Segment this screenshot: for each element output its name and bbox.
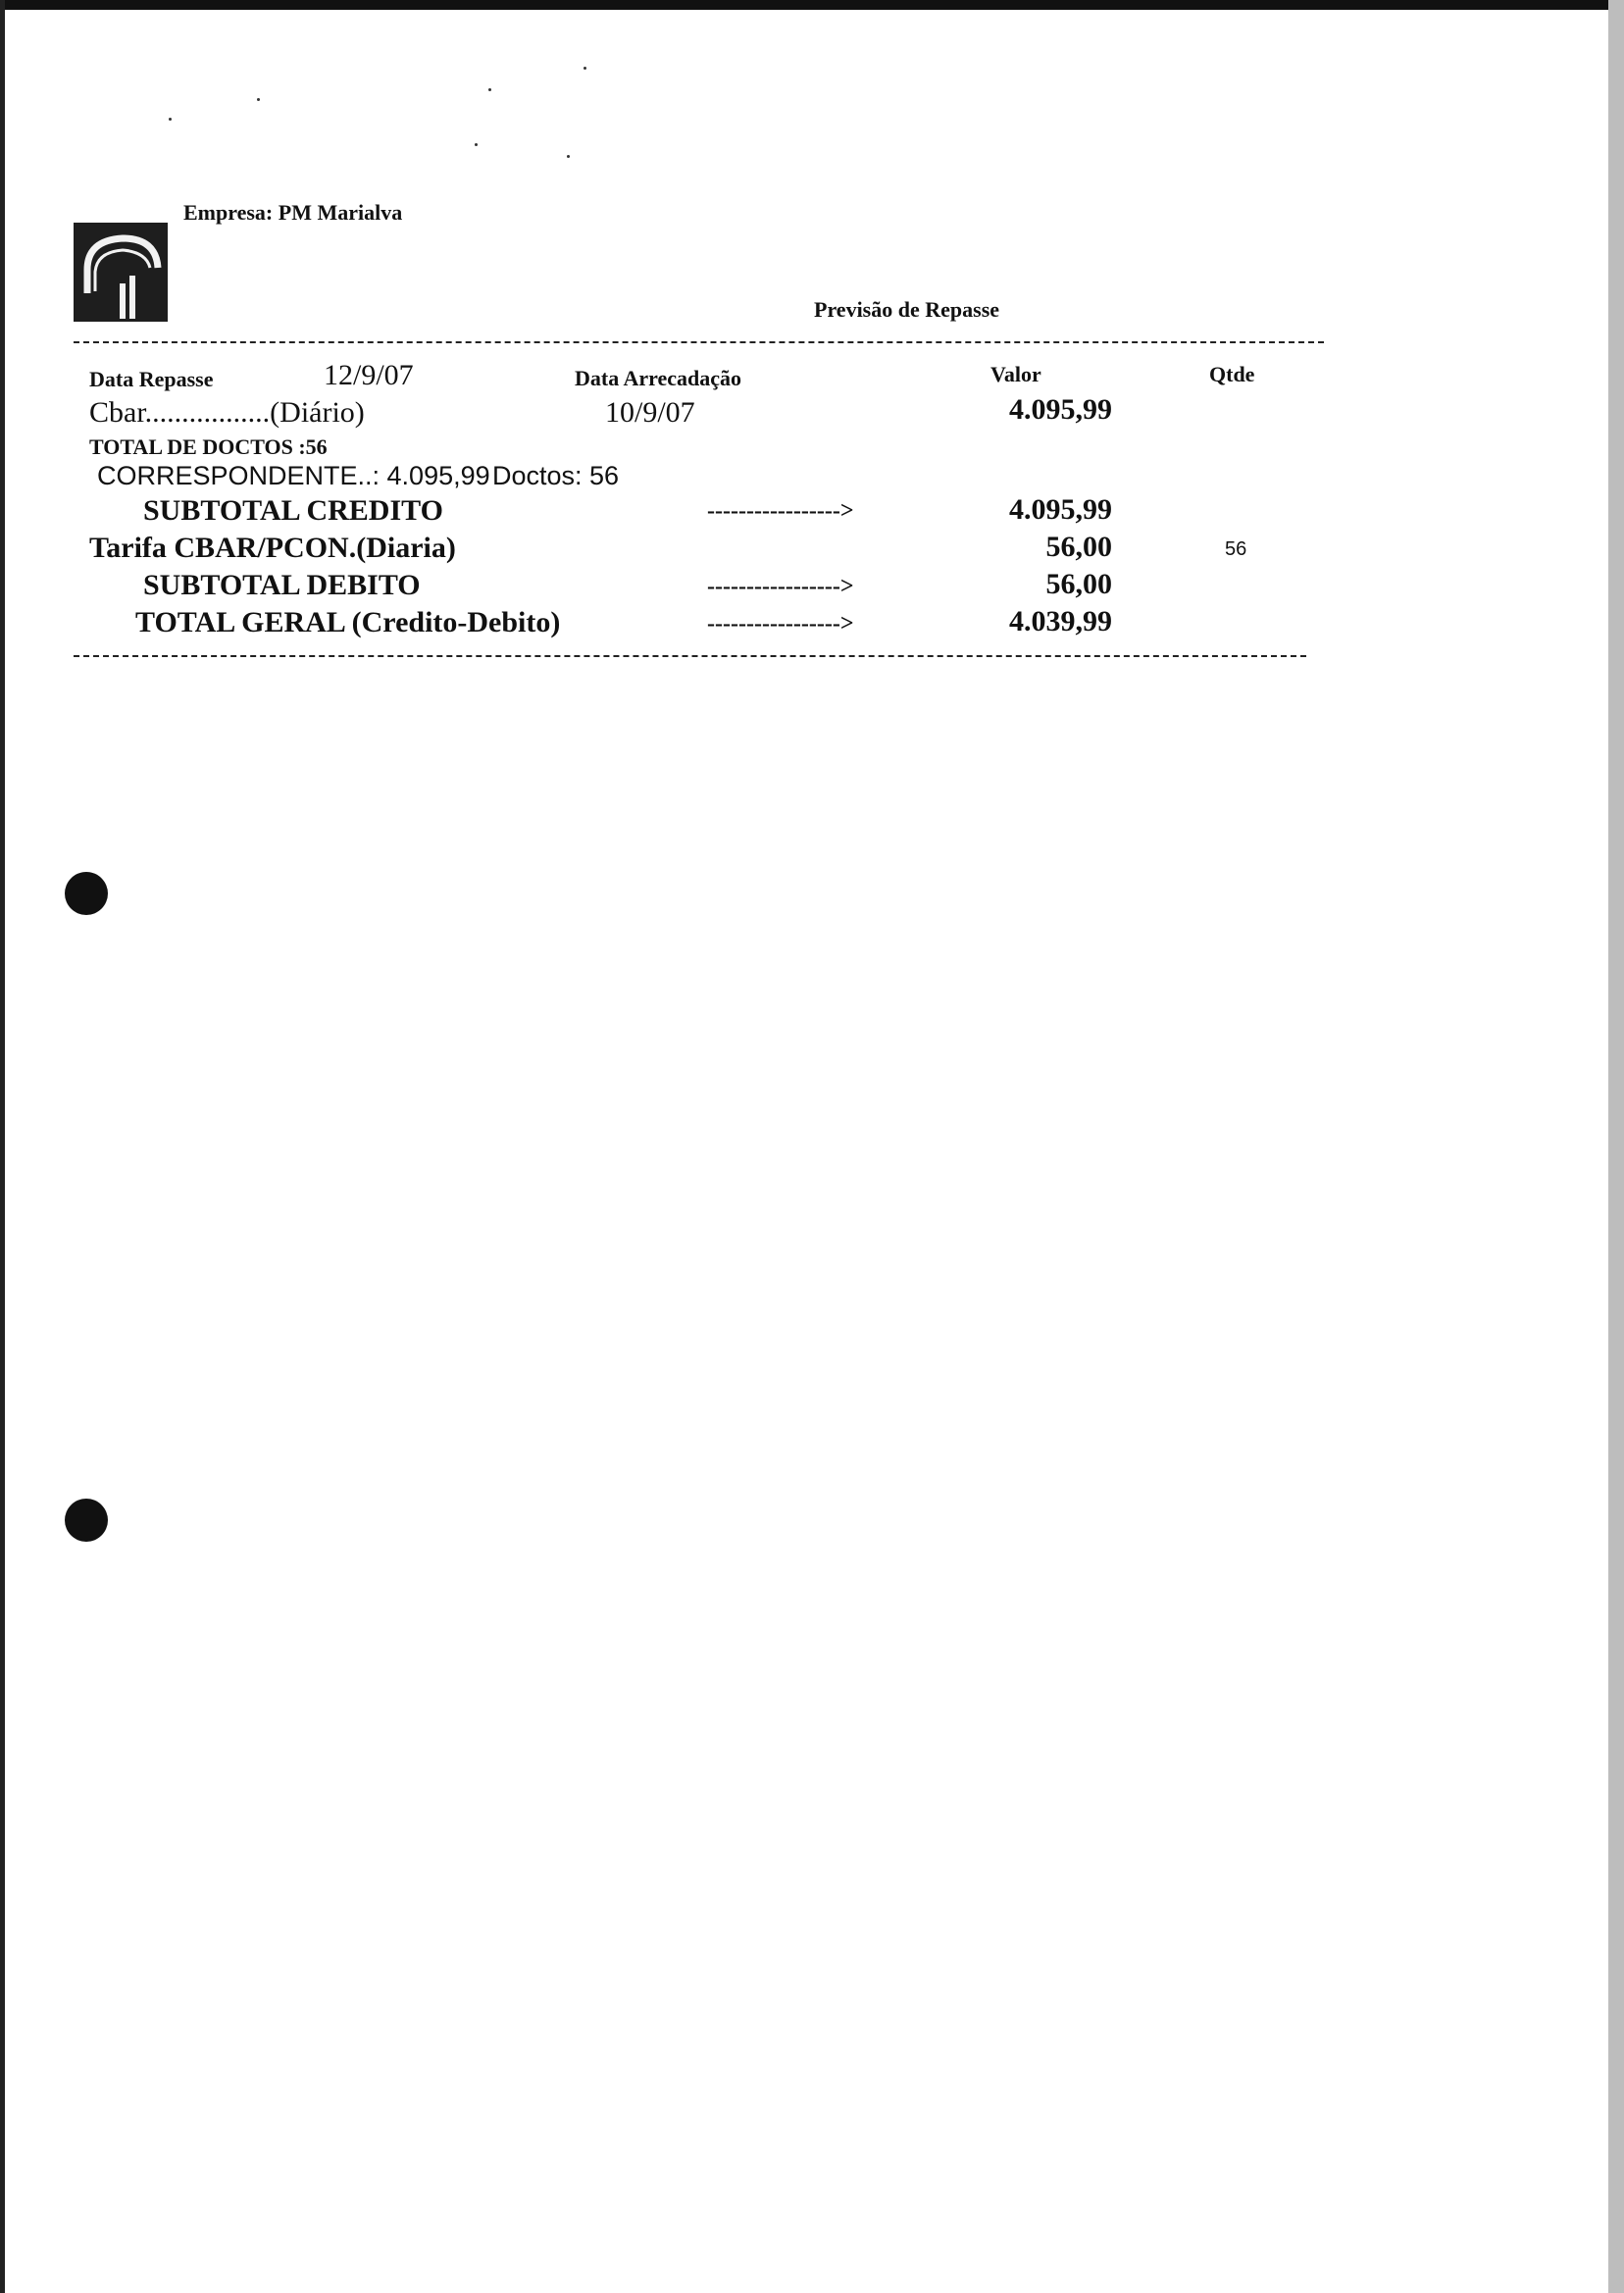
total-doctos: TOTAL DE DOCTOS :56 [89,434,328,459]
punch-hole-bottom [65,1499,108,1542]
scan-speck [169,118,172,121]
subtotal-debito-arrow: -----------------> [707,574,854,599]
scan-speck [257,98,260,101]
scan-border-top [0,0,1624,10]
subtotal-credito-value: 4.095,99 [1009,493,1112,526]
tarifa-label: Tarifa CBAR/PCON.(Diaria) [89,532,456,564]
cbar-row-label: Cbar.................(Diário) [89,396,365,429]
cbar-row-value: 4.095,99 [1009,393,1112,426]
total-geral-value: 4.039,99 [1009,605,1112,637]
subtotal-credito-arrow: -----------------> [707,498,854,524]
correspondente-line: CORRESPONDENTE..: 4.095,99 [97,461,490,490]
punch-hole-top [65,872,108,915]
tarifa-value: 56,00 [1045,531,1112,563]
report-title: Previsão de Repasse [814,297,1000,322]
scan-border-left [0,0,5,2293]
data-arrecadacao-label: Data Arrecadação [575,366,742,390]
subtotal-debito-value: 56,00 [1045,568,1112,600]
bank-logo [74,223,168,322]
qtde-label: Qtde [1209,362,1255,386]
doctos-count: Doctos: 56 [492,461,620,490]
bank-logo-icon [74,223,168,322]
scan-speck [488,88,491,91]
total-geral-label: TOTAL GERAL (Credito-Debito) [135,606,561,638]
divider-top [74,341,1324,343]
subtotal-debito-label: SUBTOTAL DEBITO [143,569,421,601]
divider-bottom [74,655,1306,657]
company-label: Empresa: PM Marialva [183,200,403,225]
subtotal-credito-label: SUBTOTAL CREDITO [143,494,443,527]
scan-speck [475,143,478,146]
valor-label: Valor [990,362,1041,386]
scan-border-right [1608,0,1624,2293]
scan-speck [567,155,570,158]
data-repasse-value: 12/9/07 [324,359,414,391]
data-repasse-label: Data Repasse [89,367,214,391]
cbar-row-date: 10/9/07 [605,396,695,429]
total-geral-arrow: -----------------> [707,611,854,637]
scan-speck [584,67,586,70]
tarifa-qtde: 56 [1225,538,1247,560]
